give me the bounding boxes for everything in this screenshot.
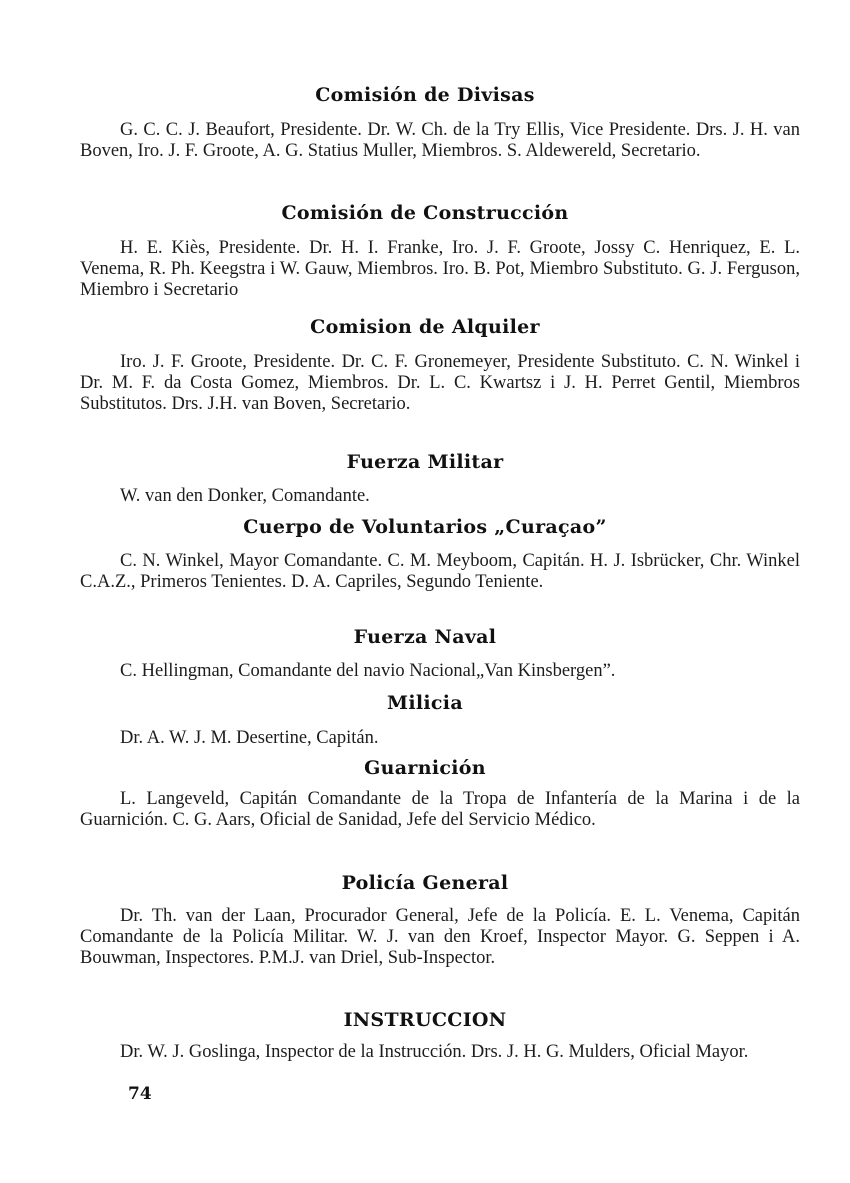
heading-policia-general: Policía General	[341, 872, 509, 894]
heading-instruccion: INSTRUCCION	[343, 1009, 507, 1031]
heading-milicia: Milicia	[387, 692, 463, 714]
paragraph-fuerza-militar: W. van den Donker, Comandante.	[120, 486, 370, 506]
paragraph-comision-divisas: G. C. C. J. Beaufort, Presidente. Dr. W. Ch. de la Try Ellis, Vice Presidente. Drs. J. H. van Boven, Iro. J. F. Groote, A. G. Statius Muller, Miembros. S. Aldewereld, Secretario.	[80, 120, 800, 161]
paragraph-instruccion: Dr. W. J. Goslinga, Inspector de la Instrucción. Drs. J. H. G. Mulders, Oficial Mayor.	[120, 1042, 749, 1062]
paragraph-fuerza-naval: C. Hellingman, Comandante del navio Nacional„Van Kinsbergen”.	[120, 661, 616, 681]
heading-comision-divisas: Comisión de Divisas	[315, 84, 535, 106]
paragraph-comision-alquiler: Iro. J. F. Groote, Presidente. Dr. C. F. Gronemeyer, Presidente Substituto. C. N. Winkel i Dr. M. F. da Costa Gomez, Miembros. Dr. L. C. Kwartsz i J. H. Perret Gentil, Miembros Substitutos. Drs. J.H. van Boven, Secretario.	[80, 352, 800, 414]
page-number: 74	[128, 1084, 152, 1104]
paragraph-policia-general: Dr. Th. van der Laan, Procurador General, Jefe de la Policía. E. L. Venema, Capitán Comandante de la Policía Militar. W. J. van den Kroef, Inspector Mayor. G. Seppen i A. Bouwman, Inspectores. P.M.J. van Driel, Sub-Inspector.	[80, 906, 800, 968]
paragraph-guarnicion: L. Langeveld, Capitán Comandante de la Tropa de Infantería de la Marina i de la Guarnición. C. G. Aars, Oficial de Sanidad, Jefe del Servicio Médico.	[80, 789, 800, 830]
heading-cuerpo-voluntarios: Cuerpo de Voluntarios „Curaçao”	[243, 516, 607, 538]
paragraph-milicia: Dr. A. W. J. M. Desertine, Capitán.	[120, 728, 379, 748]
heading-guarnicion: Guarnición	[364, 757, 486, 779]
heading-comision-construccion: Comisión de Construcción	[281, 202, 569, 224]
paragraph-cuerpo-voluntarios: C. N. Winkel, Mayor Comandante. C. M. Meyboom, Capitán. H. J. Isbrücker, Chr. Winkel C.A.Z., Primeros Tenientes. D. A. Capriles, Segundo Teniente.	[80, 551, 800, 592]
paragraph-comision-construccion: H. E. Kiès, Presidente. Dr. H. I. Franke, Iro. J. F. Groote, Jossy C. Henriquez, E. L. Venema, R. Ph. Keegstra i W. Gauw, Miembros. Iro. B. Pot, Miembro Substituto. G. J. Ferguson, Miembro i Secretario	[80, 238, 800, 300]
heading-fuerza-naval: Fuerza Naval	[353, 626, 497, 648]
heading-fuerza-militar: Fuerza Militar	[346, 451, 504, 473]
heading-comision-alquiler: Comision de Alquiler	[310, 316, 540, 338]
